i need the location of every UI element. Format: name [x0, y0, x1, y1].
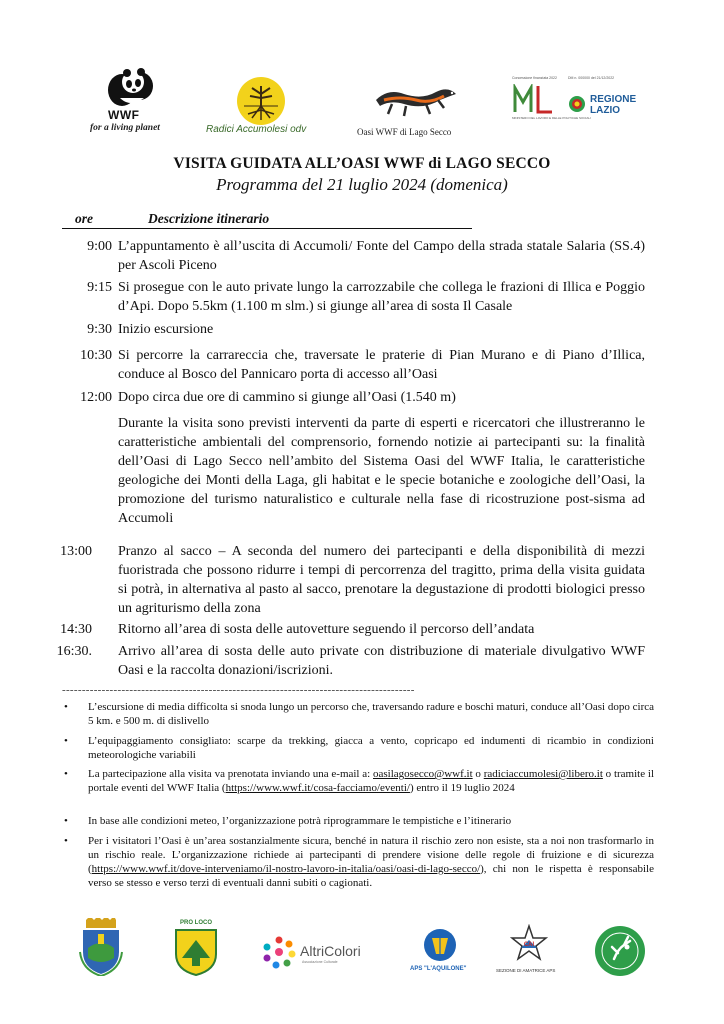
svg-text:CAI: CAI [523, 942, 535, 948]
email-link-radici[interactable]: radiciaccumolesi@libero.it [483, 768, 603, 780]
schedule-time: 9:00 [87, 239, 112, 254]
wwf-tagline: for a living planet [90, 123, 160, 133]
note-text: o tramite il portale eventi del WWF Italia ( [88, 768, 655, 794]
shield-icon [172, 928, 220, 976]
bullet-icon: • [64, 768, 68, 780]
proloco-logo [172, 920, 220, 976]
schedule-time: 10:30 [80, 348, 112, 363]
wwf-logo [100, 68, 170, 124]
cai-star-icon [509, 924, 549, 964]
schedule-text: Dopo circa due ore di cammino si giunge all’Oasi (1.540 m) [118, 390, 456, 405]
schedule-time: 16:30. [56, 644, 92, 659]
schedule-time: 9:30 [87, 322, 112, 337]
accumoli-crest [78, 918, 124, 976]
altricolori-sub: Associazione Culturale [302, 960, 338, 964]
bullet-icon: • [64, 701, 68, 713]
header-underline [62, 228, 472, 229]
schedule-text: Inizio escursione [118, 322, 214, 337]
separator-line: ----------------------------------------------------------------------------------------- [62, 684, 415, 696]
note-item [64, 734, 654, 762]
schedule-text: Si prosegue con le auto private lungo la carrozzabile che collega le frazioni di Illica e Poggio d’Api. Dopo 5.5km (1.100 m slm.) si giunge all’area di sosta Il Casale [118, 280, 645, 314]
note-text: ), chi non le rispetta è responsabile verso se stesso e verso terzi di eventuali danni subiti o cagionati. [88, 863, 654, 889]
bullet-icon: • [64, 815, 68, 827]
crest-icon [78, 918, 124, 976]
ministry-small-left: Concessione finanziata 2022 [512, 76, 557, 80]
deer-badge-icon [594, 925, 646, 977]
schedule-time: 13:00 [60, 544, 92, 559]
ml-monogram-icon [512, 84, 562, 114]
note-text: L’equipaggiamento consigliato: scarpe da trekking, giacca a vento, copricapo ed indumenti di ricambio in condizioni meteorologiche variabili [88, 735, 654, 761]
note-item [64, 700, 654, 728]
col-desc-header: Descrizione itinerario [148, 211, 270, 226]
altricolori-logo [262, 935, 372, 975]
note-text: L’escursione di media difficolta si snoda lungo un percorso che, traversando radure e boschi maturi, conduce all’Oasi dopo circa 5 km. e 500 m. di dislivello [88, 701, 654, 727]
ministry-text: MINISTERO DEL LAVORO E DELLE POLITICHE SOCIALI [512, 116, 591, 120]
schedule-text: Pranzo al sacco – A seconda del numero dei partecipanti e della disponibilità di mezzi fuoristrada che possono ridurre i tempi di percorrenza del tragitto, prima della visita guidata si potrà, in alternativa al pasto al sacco, prenotare la degustazione di prodotti biologici presso un agriturismo della zona [118, 544, 645, 616]
note-item [64, 767, 655, 795]
schedule-text: L’appuntamento è all’uscita di Accumoli/ Fonte del Campo della strada statale Salaria (SS.4) per Ascoli Piceno [118, 239, 645, 273]
page-subtitle: Programma del 21 luglio 2024 (domenica) [216, 175, 508, 194]
schedule-time: 9:15 [87, 280, 112, 295]
kite-icon [420, 928, 460, 962]
regione-emblem-icon [568, 95, 586, 113]
note-item [64, 834, 654, 890]
regione-logo [568, 92, 648, 118]
radici-label: Radici Accumolesi odv [206, 124, 307, 135]
safety-rules-link[interactable]: https://www.wwf.it/dove-interveniamo/il-nostro-lavoro-in-italia/oasi/oasi-di-lago-secco/ [91, 863, 481, 875]
ministry-small-right: DM n. 000000 del 21/12/2022 [568, 76, 615, 80]
oasi-label: Oasi WWF di Lago Secco [357, 127, 452, 137]
regione-line1: REGIONE [590, 94, 637, 105]
schedule-text: Si percorre la carrareccia che, traversate le praterie di Pian Murano e di Piano d’Illica, conduce al Bosco del Pannicaro porta di accesso all’Oasi [118, 348, 645, 382]
green-badge-logo [594, 925, 646, 977]
proloco-label: PRO LOCO [180, 920, 213, 926]
cai-label: SEZIONE DI AMATRICE APS [496, 968, 556, 973]
altricolori-label: AltriColori [300, 943, 361, 959]
note-text: La partecipazione alla visita va prenotata inviando una e-mail a: [88, 768, 373, 780]
note-text: ) entro il 19 luglio 2024 [409, 782, 515, 794]
wwf-mark: WWF [108, 108, 140, 122]
aquilone-logo [410, 928, 470, 978]
tree-roots-icon [236, 76, 286, 126]
bullet-icon: • [64, 735, 68, 747]
salamander-icon [370, 80, 460, 124]
bullet-icon: • [64, 835, 68, 847]
cai-logo [496, 924, 562, 978]
ministry-logo [512, 84, 591, 128]
schedule-time: 14:30 [60, 622, 92, 637]
note-text: o [472, 768, 484, 780]
oasi-logo [370, 80, 460, 124]
aquilone-label: APS "L'AQUILONE" [410, 966, 467, 972]
regione-line2: LAZIO [590, 105, 620, 116]
page-title: VISITA GUIDATA ALL’OASI WWF di LAGO SECCO [173, 155, 551, 172]
email-link-wwf[interactable]: oasilagosecco@wwf.it [373, 768, 473, 780]
schedule-time: 12:00 [80, 390, 112, 405]
schedule-text: Durante la visita sono previsti interventi da parte di esperti e ricercatori che illustreranno le caratteristiche ambientali del comprensorio, fornendo notizie ai partecipanti su: la finalità dell’Oasi di Lago Secco nell’ambito del Sistema Oasi del WWF Italia, le caratteristiche geologiche dei Monti della Laga, gli habitat e le specie botaniche e zoologiche dell’Oasi, la promozione del turismo naturalistico e culturale nella fase di ricostruzione post-sisma ad Accumoli [118, 416, 645, 526]
note-item [64, 814, 654, 828]
note-text: In base alle condizioni meteo, l’organizzazione potrà riprogrammare le tempistiche e l’itinerario [88, 815, 512, 827]
radici-logo [236, 76, 286, 126]
note-text: Per i visitatori l’Oasi è un’area sostanzialmente sicura, benché in natura il rischio zero non esiste, sta a noi non trasformarlo in un rischio reale. L’organizzazione richiede ai partecipanti di prendere visione delle regole di fruizione e di sicurezza ( [88, 835, 654, 875]
color-dots-icon [262, 935, 296, 969]
schedule-text: Arrivo all’area di sosta delle auto private con distribuzione di materiale divulgativo WWF Oasi e la raccolta donazioni/iscrizioni. [118, 644, 645, 678]
schedule-text: Ritorno all’area di sosta delle autovetture seguendo il percorso dell’andata [118, 622, 535, 637]
col-time-header: ore [75, 211, 93, 226]
events-link[interactable]: https://www.wwf.it/cosa-facciamo/eventi/ [225, 782, 410, 794]
